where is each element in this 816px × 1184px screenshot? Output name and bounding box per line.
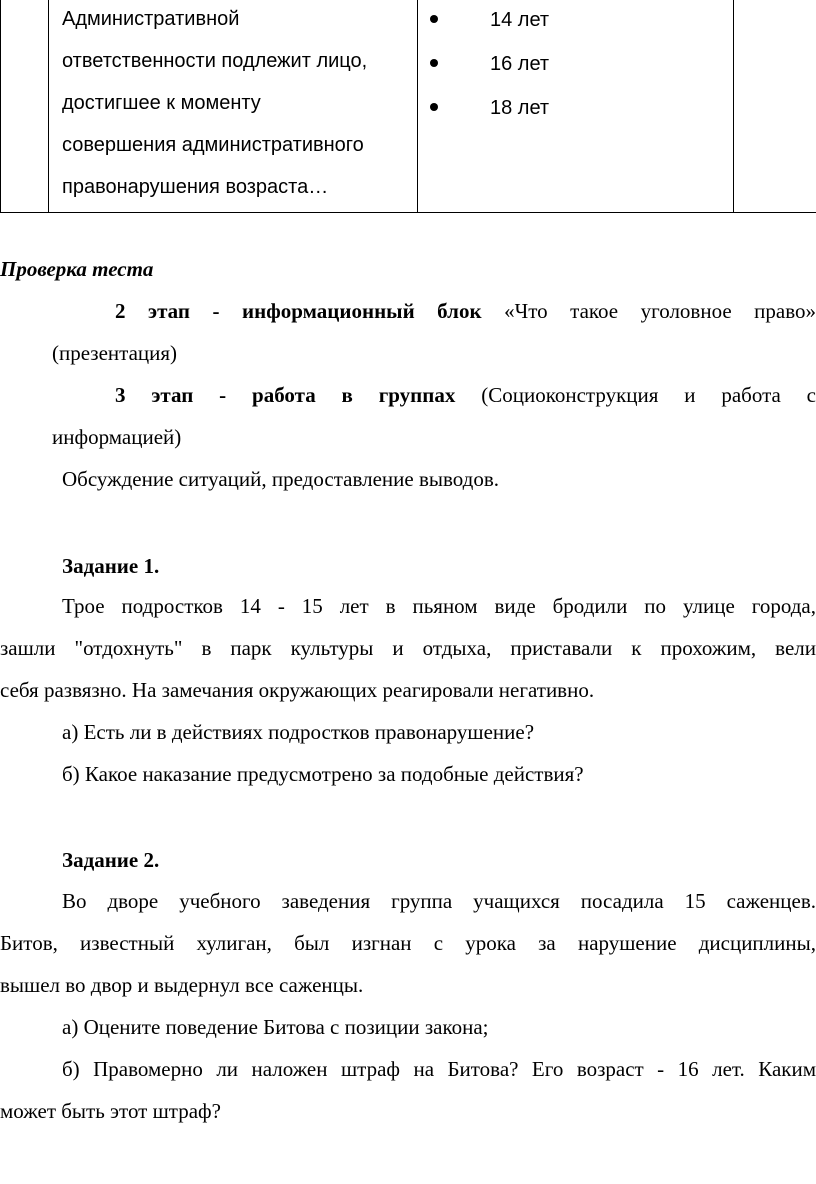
table-divider-2 <box>417 0 418 212</box>
stage2-continuation: (презентация) <box>52 341 178 365</box>
stage3-line <box>115 383 816 408</box>
option-label: 18 лет <box>490 97 550 119</box>
question-line: совершения административного <box>62 134 364 156</box>
task2-question-b-continuation: может быть этот штраф? <box>0 1099 221 1123</box>
table-divider-1 <box>48 0 49 212</box>
discussion-text: Обсуждение ситуаций, предоставление выводов. <box>62 467 499 491</box>
task2-question-a: а) Оцените поведение Битова с позиции закона; <box>62 1015 489 1039</box>
stage2-topic: «Что такое уголовное право» <box>504 299 816 323</box>
task2-paragraph-line: вышел во двор и выдернул все саженцы. <box>0 973 364 997</box>
option-item <box>430 42 720 86</box>
task1-paragraph-line: зашли "отдохнуть" в парк культуры и отдыха, приставали к прохожим, вели <box>0 636 816 660</box>
bullet-icon <box>430 103 438 111</box>
stage2-title: 2 этап - информационный блок <box>115 299 482 323</box>
task1-paragraph-line: Трое подростков 14 - 15 лет в пьяном виде бродили по улице города, <box>62 594 816 618</box>
task2-paragraph-line: Битов, известный хулиган, был изгнан с урока за нарушение дисциплины, <box>0 931 816 955</box>
test-table <box>0 0 816 213</box>
question-line: ответственности подлежит лицо, <box>62 50 368 72</box>
question-line: достигшее к моменту <box>62 92 261 114</box>
task1-paragraph-line: себя развязно. На замечания окружающих реагировали негативно. <box>0 678 595 702</box>
task1-question-b: б) Какое наказание предусмотрено за подобные действия? <box>62 762 584 786</box>
table-border-left <box>0 0 1 212</box>
question-line: правонарушения возраста… <box>62 176 329 198</box>
table-divider-3 <box>733 0 734 212</box>
task1-question-a: а) Есть ли в действиях подростков правонарушение? <box>62 720 535 744</box>
question-line: Административной <box>62 8 240 30</box>
option-label: 16 лет <box>490 53 550 75</box>
bullet-icon <box>430 59 438 67</box>
stage3-title: 3 этап - работа в группах <box>115 383 456 407</box>
task2-paragraph-line: Во дворе учебного заведения группа учащихся посадила 15 саженцев. <box>62 889 816 913</box>
options-cell <box>430 0 720 130</box>
option-item <box>430 86 720 130</box>
option-label: 14 лет <box>490 9 550 31</box>
check-heading: Проверка теста <box>0 257 154 281</box>
stage2-line <box>115 299 816 324</box>
stage3-topic: (Социоконструкция и работа с <box>481 383 816 407</box>
task2-question-b: б) Правомерно ли наложен штраф на Битова? Его возраст - 16 лет. Каким <box>62 1057 816 1081</box>
task1-heading: Задание 1. <box>62 554 160 578</box>
question-cell <box>62 0 412 208</box>
option-item <box>430 0 720 42</box>
stage3-continuation: информацией) <box>52 425 182 449</box>
task2-heading: Задание 2. <box>62 848 160 872</box>
bullet-icon <box>430 15 438 23</box>
